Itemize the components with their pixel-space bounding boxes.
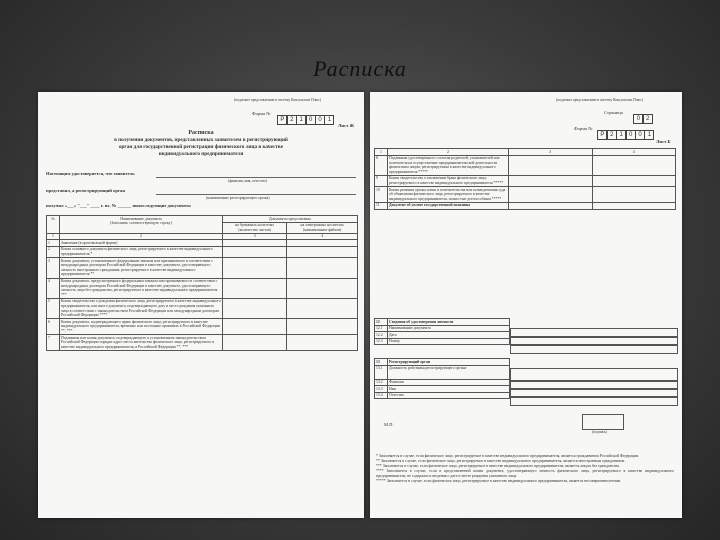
form-label: Форма №	[252, 111, 271, 116]
form-code-cell: 2	[607, 130, 617, 140]
page-code-cell: 0	[633, 114, 643, 124]
footnote: ** Заполняется в случае, если физическое лицо, регистрируемое в качестве индивидуального предпринимателя, является иностранным гражданином.	[376, 459, 626, 463]
form-code-cell: 0	[635, 130, 645, 140]
footnote: * Заполняется в случае, если физическое лицо, регистрируемое в качестве индивидуального предпринимателя, является гражданином Российской Федерации.	[376, 454, 640, 458]
documents-table-continued: 1 2 3 4 8 Подлинник удостоверенного согласия родителей, усыновителей или попечителя на осуществление предпринимательской деятельности физическим лицом, регистрируемым в качестве индивидуального предпринимателя ***** 9 Копия свидетельства о заключении брака физического лица, регистрируемого в качестве индивидуального предпринимателя ***** 10 Копия решения органа опеки и попечительства или копия решения суда об объявлении физического лица, регистрируемого в качестве индивидуального предпринимателя, полностью дееспособным ***** 11 Документ об уплате государственной пошлины	[374, 148, 676, 210]
col-header: Наименование документа (Заполнить соответствующую строку)	[60, 216, 223, 234]
doc-subtitle: в получении документов, представленных заявителем в регистрирующий	[114, 137, 288, 143]
table-row: 7 Подлинник или копия документа, подтверждающего в установленном законодательством Российской Федерации порядке адрес места жительства физического лица, регистрируемого в качестве индивидуального предпринимателя, в Российской Федерации **, ***	[47, 335, 358, 351]
header-note: (подлежит представлению в систему Консультант Плюс)	[234, 98, 322, 102]
col-header: на электронных носителях (наименование файлов)	[287, 222, 358, 233]
form-code-cell: Р	[277, 115, 287, 125]
intro-sub: (фамилия, имя, отчество)	[228, 179, 267, 183]
table-row: 8 Подлинник удостоверенного согласия родителей, усыновителей или попечителя на осуществление предпринимательской деятельности физическим лицом, регистрируемым в качестве индивидуального предпринимателя *****	[375, 155, 676, 175]
right-form-page	[370, 92, 682, 518]
table-row: 3 Копия документа, установленного федеральным законом или признаваемого в соответствии с международным договором Российской Федерации в качестве документа, удостоверяющего личность иностранного гражданина, регистрируемого в качестве индивидуального предпринимателя **	[47, 258, 358, 278]
table-row: 9 Копия свидетельства о заключении брака физического лица, регистрируемого в качестве индивидуального предпринимателя *****	[375, 175, 676, 186]
form-code	[598, 123, 654, 141]
footnote: ***** Заполняется в случае, если физическое лицо, регистрируемое в качестве индивидуального предпринимателя, является несовершеннолетним.	[376, 479, 622, 483]
slide-title: Расписка	[313, 56, 407, 81]
doc-subtitle: орган для государственной регистрации физического лица в качестве	[118, 144, 284, 150]
form-code-cell: 0	[626, 130, 636, 140]
form-code-cell: 1	[324, 115, 334, 125]
doc-subtitle: индивидуального предпринимателя	[158, 151, 244, 157]
table-row: 1 Заявление (в произвольной форме)	[47, 240, 358, 247]
registry-section: 13 Регистрирующий орган 13.1 Должность работника регистрирующего органа 13.2 Фамилия 13.3 Имя 13.4 Отчество	[374, 358, 510, 399]
footnote: *** Заполняется в случае, если физическое лицо, регистрируемое в качестве индивидуального предпринимателя, является лицом без гражданства.	[376, 464, 620, 468]
col-header: №	[47, 216, 60, 234]
intro-line: получил «___» "___" ____ г. вх. № ______ нижеследующие документы	[46, 203, 191, 208]
col-header: на бумажных носителях (количество листов)	[223, 222, 287, 233]
col-number: 4	[287, 233, 358, 240]
table-row: 10 Копия решения органа опеки и попечительства или копия решения суда об объявлении физического лица, регистрируемого в качестве индивидуального предпринимателя, полностью дееспособным *****	[375, 187, 676, 203]
intro-line: представил, а регистрирующий орган	[46, 188, 125, 193]
form-code-cell: Р	[597, 130, 607, 140]
form-code-cell: 1	[616, 130, 626, 140]
intro-line: Настоящим удостоверяется, что заявитель	[46, 171, 135, 176]
sheet-label: Лист Ж	[338, 123, 355, 128]
left-form-page	[38, 92, 364, 518]
form-code-cell: 1	[644, 130, 654, 140]
page-code-cell: 2	[643, 114, 653, 124]
col-number: 2	[60, 233, 223, 240]
col-number: 3	[223, 233, 287, 240]
table-row: 6 Копия документа, подтверждающего право физического лица, регистрируемого в качестве индивидуального предпринимателя, временно или постоянно проживать в Российской Федерации **, ***	[47, 319, 358, 335]
sheet-label: Лист Б	[656, 139, 671, 144]
footnote: **** Заполняется в случае, если в представленной копии документа, удостоверяющего личность физического лица, регистрируемого в качестве индивидуального предпринимателя, не содержатся сведения о дате и месте рождения указанного лица.	[376, 469, 674, 478]
identity-section: 12 Сведения об удостоверении личности 12.1 Наименование документа 12.2 Дата 12.3 Номер	[374, 318, 510, 345]
page-label: Страница	[604, 110, 623, 115]
form-code-cell: 0	[315, 115, 325, 125]
form-code-cell: 1	[296, 115, 306, 125]
footnotes	[376, 454, 674, 484]
header-note: (подлежит представлению в систему Консультант Плюс)	[556, 98, 644, 102]
table-row: 4 Копия документа, предусмотренного федеральным законом или признаваемого в соответствии с международным договором Российской Федерации в качестве документа, удостоверяющего личность лица без гражданства, регистрируемого в качестве индивидуального предпринимателя ***	[47, 278, 358, 298]
col-header: Документы представлены	[223, 216, 358, 223]
col-number: 1	[47, 233, 60, 240]
doc-title: Расписка	[188, 130, 214, 136]
table-row: 11 Документ об уплате государственной пошлины	[375, 202, 676, 209]
form-code-cell: 0	[306, 115, 316, 125]
intro-sub: (наименование регистрирующего органа)	[206, 196, 270, 200]
documents-table	[46, 215, 358, 351]
stamp-label: М.П.	[384, 422, 394, 427]
table-row: 2 Копия основного документа физического лица, регистрируемого в качестве индивидуального предпринимателя *	[47, 246, 358, 257]
signature-box	[582, 414, 624, 430]
table-row: 5 Копия свидетельства о рождении физического лица, регистрируемого в качестве индивидуального предпринимателя, или иного документа, подтверждающего дату и место рождения указанного лица в соответствии с законодательством Российской Федерации или международным договором Российской Федерации ****	[47, 298, 358, 318]
form-code-cell: 2	[287, 115, 297, 125]
signature-label: (подпись)	[592, 430, 607, 434]
form-label: Форма №	[574, 126, 593, 131]
form-code	[278, 108, 334, 126]
